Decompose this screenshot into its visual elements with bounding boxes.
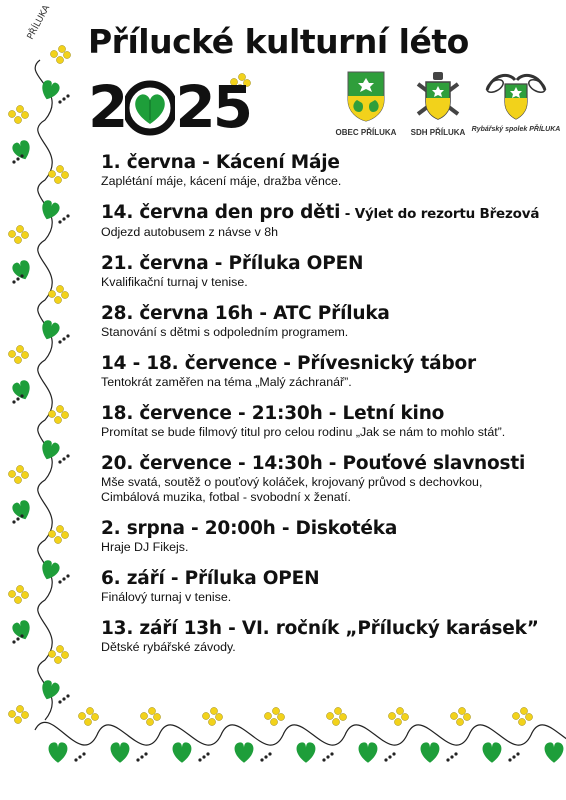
event-item [101,202,561,240]
firefighters-emblem-icon [412,70,464,122]
dot-icon [264,755,267,758]
event-heading [101,568,561,590]
dot-icon [384,758,387,761]
dot-icon [392,752,395,755]
dot-icon [330,752,333,755]
flower-icon [512,712,519,719]
flower-icon [16,585,23,592]
dot-icon [58,460,61,463]
dot-icon [62,697,65,700]
leaf-icon [173,742,192,762]
flower-icon [16,345,23,352]
dot-icon [20,274,23,277]
flower-icon [21,591,28,598]
flower-icon [450,712,457,719]
flower-icon [14,716,21,723]
flower-icon [463,713,470,720]
leaf-icon [545,742,564,762]
event-item [101,353,561,390]
corner-stamp-text: PŘÍLUKA [25,3,53,42]
event-heading [101,453,561,475]
flower-icon [21,471,28,478]
logo-caption: SDH PŘÍLUKA [410,128,466,137]
flower-icon [84,718,91,725]
flower-icon [61,651,68,658]
dot-icon [268,752,271,755]
leaf-icon [38,199,61,223]
dot-icon [74,758,77,761]
dot-icon [446,758,449,761]
event-heading-sub: - Výlet do rezortu Březová [340,206,540,222]
event-heading [101,618,561,640]
flower-icon [56,165,63,172]
flower-icon [50,50,57,57]
flower-icon [210,707,217,714]
flower-icon [48,170,55,177]
vine-stem [35,722,566,745]
event-item [101,303,561,340]
dot-icon [516,752,519,755]
dot-icon [388,755,391,758]
event-item [101,253,561,290]
leaf-icon [11,379,34,403]
flower-icon [456,718,463,725]
dot-icon [198,758,201,761]
flower-icon [388,712,395,719]
flower-icon [458,707,465,714]
flower-icon [63,51,70,58]
dot-icon [58,700,61,703]
flower-icon [54,296,61,303]
logo-caption: OBEC PŘÍLUKA [335,128,397,137]
dot-icon [66,694,69,697]
flower-icon [272,707,279,714]
flower-icon [14,596,21,603]
year-prefix: 2 [88,73,126,141]
leaf-icon [38,79,61,103]
event-heading-main: 6. září - Příluka OPEN [101,568,320,589]
leaf-icon [11,259,34,283]
dot-icon [66,454,69,457]
flower-icon [8,470,15,477]
flower-icon [48,530,55,537]
flower-icon [140,712,147,719]
dot-icon [20,394,23,397]
flower-icon [56,56,63,63]
dot-icon [62,457,65,460]
dot-icon [78,755,81,758]
dot-icon [12,520,15,523]
leaf-icon [11,139,34,163]
flower-icon [14,356,21,363]
flower-icon [48,410,55,417]
dot-icon [260,758,263,761]
leaf-icon [359,742,378,762]
event-heading-main: 14. června den pro děti [101,202,341,223]
leaf-icon [38,679,61,703]
dot-icon [326,755,329,758]
flower-icon [396,707,403,714]
flower-icon [202,712,209,719]
flower-icon [61,291,68,298]
flower-icon [61,171,68,178]
flower-icon [58,45,65,52]
dot-icon [58,340,61,343]
flower-icon [54,656,61,663]
flower-icon [8,110,15,117]
event-description: Mše svatá, soutěž o pouťový koláček, krojovaný průvod s dechovkou, [101,475,483,489]
page-title: Přílucké kulturní léto [88,22,469,61]
flower-icon [61,411,68,418]
flower-icon [339,713,346,720]
event-description: Dětské rybářské závody. [101,640,236,654]
dot-icon [58,580,61,583]
flower-icon [208,718,215,725]
flower-icon [21,351,28,358]
dot-icon [82,752,85,755]
flower-icon [148,707,155,714]
event-description: Cimbálová muzika, fotbal - svobodní x ženatí. [101,490,351,504]
dot-icon [322,758,325,761]
event-heading [101,353,561,375]
flower-icon [520,707,527,714]
dot-icon [454,752,457,755]
dot-icon [16,397,19,400]
logo-obec [330,70,402,137]
event-heading-main: 18. července - 21:30h - Letní kino [101,403,445,424]
flower-icon [8,230,15,237]
event-heading-main: 2. srpna - 20:00h - Diskotéka [101,518,398,539]
dot-icon [144,752,147,755]
dot-icon [16,637,19,640]
leaf-icon [421,742,440,762]
flower-icon [277,713,284,720]
event-description: Tentokrát zaměřen na téma „Malý záchranář”. [101,375,352,389]
event-item [101,403,561,440]
flower-icon [21,231,28,238]
dot-icon [20,154,23,157]
flower-icon [14,476,21,483]
flower-icon [54,416,61,423]
flower-icon [264,712,271,719]
dot-icon [450,755,453,758]
event-item [101,518,561,555]
leaf-icon [111,742,130,762]
leaf-icon [49,742,68,762]
flower-icon [54,536,61,543]
event-heading [101,202,561,225]
flower-icon [48,650,55,657]
dot-icon [66,94,69,97]
year-title [88,70,250,144]
heart-icon [125,70,175,144]
event-description: Hraje DJ Fikejs. [101,540,189,554]
dot-icon [62,217,65,220]
dot-icon [16,277,19,280]
dot-icon [136,758,139,761]
leaf-icon [11,619,34,643]
event-description: Promítat se bude filmový titul pro celou rodinu „Jak se nám to mohlo stát”. [101,425,506,439]
event-item [101,568,561,605]
dot-icon [206,752,209,755]
event-description: Odjezd autobusem z návse v 8h [101,225,279,239]
event-heading-main: 13. září 13h - VI. ročník „Přílucký karásek” [101,618,539,639]
flower-icon [91,713,98,720]
flower-icon [326,712,333,719]
flower-icon [54,176,61,183]
event-item [101,152,561,189]
dot-icon [62,97,65,100]
flower-icon [56,525,63,532]
flower-icon [334,707,341,714]
flower-icon [14,236,21,243]
dot-icon [12,280,15,283]
dot-icon [202,755,205,758]
event-heading-main: 21. června - Příluka OPEN [101,253,364,274]
flower-icon [215,713,222,720]
coat-of-arms-icon [346,70,386,122]
logo-caption: Rybářský spolek PŘÍLUKA [471,126,561,133]
dot-icon [20,514,23,517]
dot-icon [58,220,61,223]
flower-icon [56,645,63,652]
dot-icon [62,577,65,580]
event-item [101,453,561,505]
flower-icon [332,718,339,725]
year-suffix: 25 [175,73,251,141]
flower-icon [16,465,23,472]
leaf-icon [38,439,61,463]
event-item [101,618,561,655]
flower-icon [518,718,525,725]
flower-icon [394,718,401,725]
dot-icon [20,634,23,637]
flower-icon [16,225,23,232]
event-heading [101,403,561,425]
flower-icon [401,713,408,720]
dot-icon [16,157,19,160]
flower-icon [48,290,55,297]
dot-icon [12,640,15,643]
event-heading-main: 28. června 16h - ATC Příluka [101,303,390,324]
event-heading [101,152,561,174]
event-heading-main: 14 - 18. července - Přívesnický tábor [101,353,476,374]
event-heading-main: 1. června - Kácení Máje [101,152,340,173]
dot-icon [16,517,19,520]
dot-icon [508,758,511,761]
event-description: Finálový turnaj v tenise. [101,590,232,604]
flower-icon [16,105,23,112]
event-description: Stanování s dětmi s odpoledním programem. [101,325,349,339]
flower-icon [146,718,153,725]
dot-icon [12,400,15,403]
event-heading-main: 20. července - 14:30h - Pouťové slavnosti [101,453,526,474]
dot-icon [66,334,69,337]
dot-icon [58,100,61,103]
flower-icon [16,705,23,712]
leaf-icon [38,559,61,583]
dot-icon [140,755,143,758]
event-heading [101,253,561,275]
flower-icon [8,590,15,597]
dot-icon [66,214,69,217]
flower-icon [153,713,160,720]
event-heading [101,303,561,325]
flower-icon [14,116,21,123]
flower-icon [525,713,532,720]
flower-icon [21,111,28,118]
leaf-icon [235,742,254,762]
dot-icon [12,160,15,163]
dot-icon [66,574,69,577]
flower-icon [56,285,63,292]
event-description: Kvalifikační turnaj v tenise. [101,275,248,289]
flower-icon [56,405,63,412]
flower-icon [8,710,15,717]
flower-icon [61,531,68,538]
event-list [101,152,561,655]
event-heading [101,518,561,540]
flower-icon [8,350,15,357]
flower-icon [78,712,85,719]
dot-icon [512,755,515,758]
logo-rybari [470,70,562,133]
event-description: Zaplétání máje, kácení máje, dražba věnce. [101,174,342,188]
flower-icon [270,718,277,725]
dot-icon [62,337,65,340]
leaf-icon [38,319,61,343]
vine-stem [35,60,52,720]
leaf-icon [483,742,502,762]
flower-icon [21,711,28,718]
leaf-icon [11,499,34,523]
fishing-club-emblem-icon [483,70,549,122]
leaf-icon [297,742,316,762]
logo-sdh [403,70,473,137]
flower-icon [86,707,93,714]
